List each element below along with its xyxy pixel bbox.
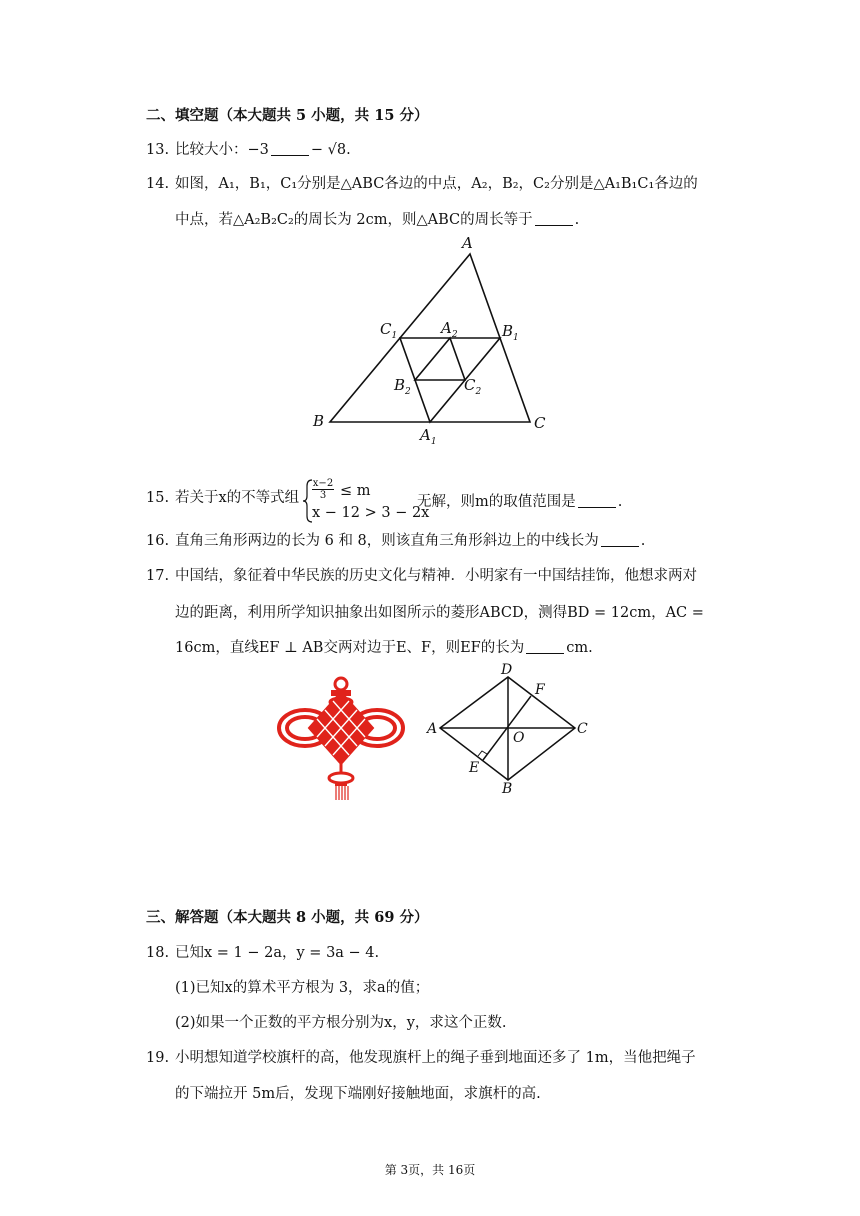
label-c1: $C_1$ bbox=[380, 320, 398, 341]
label-b2: $B_2$ bbox=[394, 376, 411, 397]
answer-blank bbox=[271, 141, 309, 156]
question-number: 17. bbox=[146, 568, 170, 584]
label-f: F bbox=[535, 682, 545, 698]
inequality-1-rest: ≤ m bbox=[340, 483, 371, 499]
question-text: 若关于x的不等式组 bbox=[175, 490, 300, 506]
section-title-fill-in: 二、填空题（本大题共 5 小题，共 15 分） bbox=[146, 107, 429, 124]
label-a1: $A_1$ bbox=[420, 426, 437, 447]
question-13-text bbox=[175, 140, 351, 160]
page-footer: 第 3页，共 16页 bbox=[384, 1163, 476, 1177]
question-text: 直角三角形两边的长为 6 和 8，则该直角三角形斜边上的中线长为 bbox=[175, 533, 599, 549]
question-text: 小明想知道学校旗杆的高，他发现旗杆上的绳子垂到地面还多了 1m，当他把绳子 bbox=[175, 1050, 696, 1066]
fraction-denominator: 3 bbox=[319, 490, 327, 501]
answer-blank bbox=[526, 639, 564, 654]
fraction-numerator: x−2 bbox=[312, 478, 334, 489]
question-number: 14. bbox=[146, 176, 170, 192]
label-b: B bbox=[313, 412, 325, 430]
question-text: (1)已知x的算术平方根为 3，求a的值； bbox=[175, 980, 430, 996]
chinese-knot-image bbox=[275, 672, 415, 802]
question-text: 比较大小：−3 bbox=[175, 142, 269, 158]
question-text: 中点，若△A₂B₂C₂的周长为 2cm，则△ABC的周长等于 bbox=[175, 212, 533, 228]
label-a: A bbox=[427, 721, 438, 737]
label-e: E bbox=[469, 760, 480, 776]
label-c: C bbox=[577, 721, 588, 737]
question-16-text bbox=[175, 531, 645, 551]
inequality-2: x − 12 > 3 − 2x bbox=[312, 505, 430, 521]
question-text: 16cm，直线EF ⊥ AB交两对边于E、F，则EF的长为 bbox=[175, 640, 525, 656]
answer-blank bbox=[578, 493, 616, 508]
question-number: 16. bbox=[146, 533, 170, 549]
question-number: 19. bbox=[146, 1050, 170, 1066]
label-c: C bbox=[534, 414, 546, 432]
question-number: 18. bbox=[146, 945, 170, 961]
question-17-line3-text bbox=[175, 638, 593, 658]
question-text: . bbox=[574, 212, 580, 228]
label-a2: $A_2$ bbox=[441, 319, 458, 340]
question-15-tail bbox=[417, 492, 622, 512]
label-d: D bbox=[501, 662, 513, 678]
rhombus-figure bbox=[420, 658, 600, 798]
question-text: (2)如果一个正数的平方根分别为x，y，求这个正数. bbox=[175, 1015, 507, 1031]
question-text: 无解，则m的取值范围是 bbox=[417, 494, 576, 510]
question-text: . bbox=[617, 494, 623, 510]
section-title-solve: 三、解答题（本大题共 8 小题，共 69 分） bbox=[146, 909, 429, 926]
triangle-a2b2c2 bbox=[415, 338, 465, 380]
question-text: 中国结，象征着中华民族的历史文化与精神．小明家有一中国结挂饰，他想求两对 bbox=[175, 568, 697, 584]
label-b1: $B_1$ bbox=[502, 322, 519, 343]
label-b: B bbox=[502, 781, 513, 797]
question-text: 如图，A₁，B₁，C₁分别是△ABC各边的中点，A₂，B₂，C₂分别是△A₁B₁C₁各边的 bbox=[175, 176, 698, 192]
question-text: 已知x = 1 − 2a，y = 3a − 4. bbox=[175, 945, 380, 961]
question-text: cm. bbox=[566, 640, 593, 656]
question-text: 边的距离，利用所学知识抽象出如图所示的菱形ABCD，测得BD = 12cm，AC = bbox=[175, 605, 704, 621]
question-number: 15. bbox=[146, 490, 170, 506]
label-a: A bbox=[462, 234, 473, 252]
question-text: . bbox=[640, 533, 646, 549]
question-number: 13. bbox=[146, 142, 170, 158]
question-text: − √8. bbox=[310, 142, 351, 158]
answer-blank bbox=[535, 211, 573, 226]
question-14-line2-text bbox=[175, 210, 579, 230]
answer-blank bbox=[601, 532, 639, 547]
label-c2: $C_2$ bbox=[464, 376, 482, 397]
label-o: O bbox=[513, 730, 525, 746]
question-text: 的下端拉开 5m后，发现下端刚好接触地面，求旗杆的高. bbox=[175, 1086, 541, 1102]
fraction bbox=[312, 478, 334, 501]
triangle-figure bbox=[305, 232, 555, 447]
